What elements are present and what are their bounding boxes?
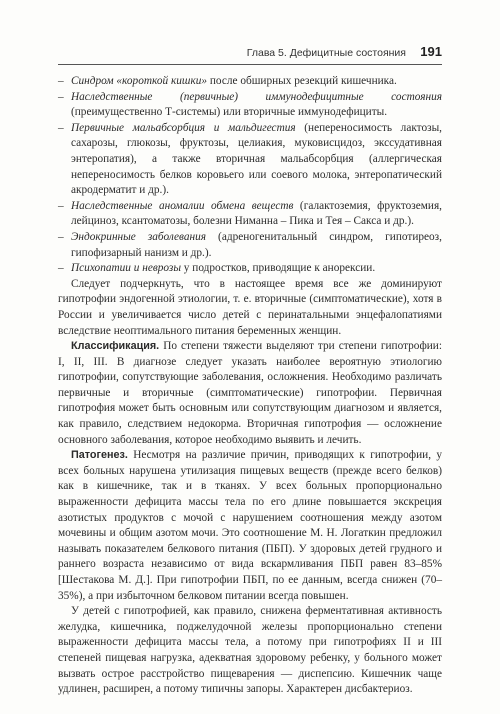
list-item-term: Эндокринные заболевания [71, 230, 207, 243]
list-item-term: Наследственные (первичные) иммунодефицитные состояния [71, 90, 442, 103]
list-item-term: Первичные мальабсорбция и мальдигестия [71, 121, 296, 134]
list-item: – Эндокринные заболевания (адреногенитальный синдром, гипотиреоз, гипофизарный нанизм и др.). [58, 230, 442, 259]
list-item: – Наследственные аномалии обмена веществ (галактоземия, фруктоземия, лейциноз, ксантоматозы, болезни Ниманна – Пика и Тея – Сакса и др.). [58, 199, 443, 228]
list-item-text: (адреногенитальный синдром, гипотиреоз, гипофизарный нанизм и др.). [71, 230, 442, 259]
section-heading: Классификация. [71, 340, 160, 353]
list-item: – Наследственные (первичные) иммунодефицитные состояния (преимущественно Т-системы) или вторичные иммунодефициты. [58, 90, 442, 119]
list-item: – Синдром «короткой кишки» после обширных резекций кишечника. [58, 75, 397, 87]
list-item: – Психопатии и неврозы у подростков, приводящие к анорексии. [58, 262, 376, 275]
page-body [58, 74, 442, 698]
running-header [58, 44, 442, 65]
list-item-term: Психопатии и неврозы [71, 262, 181, 275]
page-number: 191 [420, 44, 442, 59]
section-heading: Патогенез. [71, 449, 128, 462]
paragraph-text: По степени тяжести выделяют три степени гипотрофии: I, II, III. В диагнозе следует указать наиболее вероятную этиологию гипотрофии, сопутствующие заболевания, осложнения. Необходимо различать первичные и вторичные (симптоматические) гипотрофии. Первичная гипотрофия может быть основным или сопутствующим диагнозом и является, как правило, следствием недокорма. Вторичная гипотрофия — осложнение основного заболевания, которое необходимо выявить и лечить. [58, 340, 442, 446]
paragraph: У детей с гипотрофией, как правило, снижена ферментативная активность желудка, кишечника, поджелудочной железы пропорционально степени выраженности дефицита массы тела, а потому при гипотрофиях II и III степеней пищевая нагрузка, адекватная здоровому ребенку, у больного может вызвать острое расстройство пищеварения — диспепсию. Кишечник чаще удлинен, расширен, а потому типичны запоры. Характерен дисбактериоз. [58, 605, 442, 696]
list-item-term: Синдром «короткой кишки» [71, 75, 208, 87]
paragraph-classification [58, 339, 442, 448]
paragraph-pathogenesis [58, 448, 442, 604]
chapter-title: Глава 5. Дефицитные состояния [246, 47, 406, 59]
list-item-text: (преимущественно Т-системы) или вторичные иммунодефициты. [71, 106, 388, 119]
paragraph: Следует подчеркнуть, что в настоящее время все же доминируют гипотрофии эндогенной этиологии, т. е. вторичные (симптоматические), хотя в России и увеличивается число детей с перинатальными энцефалопатиями вследствие неоптимального питания беременных женщин. [58, 277, 442, 337]
list-item-text: (галактоземия, фруктоземия, лейциноз, ксантоматозы, болезни Ниманна – Пика и Тея – Сакса и др.). [71, 199, 443, 228]
list-item-term: Наследственные аномалии обмена веществ [71, 199, 294, 212]
paragraph-text: Несмотря на различие причин, приводящих к гипотрофии, у всех больных нарушена утилизация пищевых веществ (прежде всего белков) как в кишечнике, так и в тканях. У всех больных пропорционально выраженности дефицита массы тела по его длине повышается экскреция азотистых продуктов с мочой с нарушением соотношения между азотом мочевины и общим азотом мочи. Это соотношение М. Н. Логаткин предложил называть показателем белкового питания (ПБП). У здоровых детей грудного и раннего возраста независимо от вида вскармливания ПБП равен 83–85% [Шестакова М. Д.]. При гипотрофии ПБП, по ее данным, всегда снижен (70–35%), а при избыточном белковом питании всегда повышен. [58, 449, 442, 602]
list-item-text: у подростков, приводящие к анорексии. [180, 262, 376, 275]
list-item: – Первичные мальабсорбция и мальдигестия (непереносимость лактозы, сахарозы, глюкозы, фруктозы, целиакия, муковисцидоз, экссудативная энтеропатия), а также вторичная мальабсорбция (аллергическая непереносимость белков коровьего или соевого молока, энтеропатический акродерматит и др.). [58, 121, 442, 197]
list-item-text: (непереносимость лактозы, сахарозы, глюкозы, фруктозы, целиакия, муковисцидоз, экссудативная энтеропатия), а также вторичная мальабсорбция (аллергическая непереносимость белков коровьего или соевого молока, энтеропатический акродерматит и др.). [71, 121, 442, 197]
list-item-text: после обширных резекций кишечника. [207, 75, 397, 87]
